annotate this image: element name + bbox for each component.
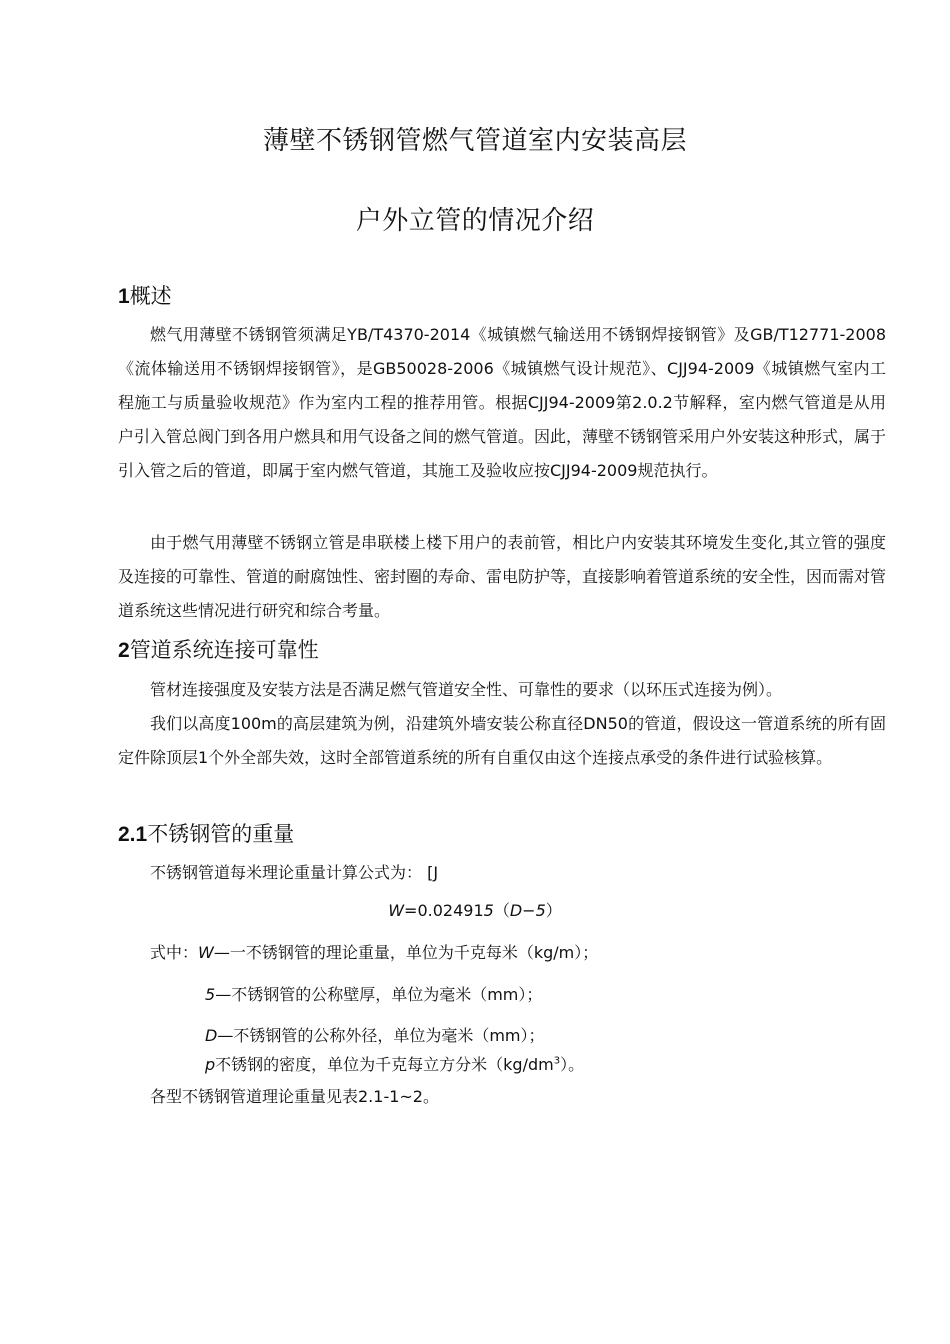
formula-w: W [388, 901, 405, 920]
formula-d: D [509, 901, 523, 920]
definition-w-text: —一不锈钢管的理论重量，单位为千克每米（kg/m）； [213, 943, 599, 962]
definition-density [205, 1052, 584, 1075]
section-1-paragraph-2: 由于燃气用薄壁不锈钢立管是串联楼上楼下用户的表前管，相比户内安装其环境发生变化,其立管的强度及连接的可靠性、管道的耐腐蚀性、密封圈的寿命、雷电防护等，直接影响着管道系统的安全性，因而需对管道系统这些情况进行研究和综合考量。 [118, 533, 887, 620]
weight-formula [0, 898, 950, 921]
definition-density-superscript: 3 [553, 1055, 561, 1067]
definition-diameter-symbol: D [205, 1026, 218, 1045]
definition-w [150, 940, 598, 963]
document-title-line-2: 户外立管的情况介绍 [355, 206, 595, 236]
definition-density-tail: ）。 [560, 1055, 585, 1074]
definition-density-text: 不锈钢的密度，单位为千克每立方分米（kg/dm [215, 1055, 554, 1074]
definition-diameter-text: —不锈钢管的公称外径，单位为毫米（mm）； [217, 1026, 545, 1045]
table-reference: 各型不锈钢管道理论重量见表2.1-1~2。 [150, 1087, 439, 1106]
formula-coefficient: =0.02491 [404, 901, 484, 920]
definition-density-symbol: p [205, 1055, 216, 1074]
where-prefix: 式中： [150, 943, 199, 962]
section-2-paragraph-1: 管材连接强度及安装方法是否满足燃气管道安全性、可靠性的要求（以环压式连接为例）。 [150, 680, 783, 699]
formula-intro: 不锈钢管道每米理论重量计算公式为： [J [150, 863, 439, 882]
section-2-1-title: 不锈钢管的重量 [147, 822, 295, 846]
section-1-paragraph-1: 燃气用薄壁不锈钢管须满足YB/T4370-2014《城镇燃气输送用不锈钢焊接钢管》及GB/T12771-2008《流体输送用不锈钢焊接钢管》，是GB50028-2006《城镇燃气设计规范》、CJJ94-2009《城镇燃气室内工程施工与质量验收规范》作为室内工程的推荐用管。根据CJJ94-2009第2.0.2节解释，室内燃气管道是从用户引入管总阀门到各用户燃具和用气设备之间的燃气管道。因此，薄壁不锈钢管采用户外安装这种形式，属于引入管之后的管道，即属于室内燃气管道，其施工及验收应按CJJ94-2009规范执行。 [118, 325, 887, 480]
section-1-number: 1 [118, 285, 130, 308]
section-2-number: 2 [118, 639, 130, 662]
definition-diameter [205, 1023, 545, 1046]
document-title-line-1: 薄壁不锈钢管燃气管道室内安装高层 [262, 126, 687, 156]
section-2-1-heading [118, 818, 294, 848]
formula-paren-open: （ [493, 901, 510, 920]
formula-minus: − [522, 901, 536, 920]
section-2-title: 管道系统连接可靠性 [129, 638, 319, 662]
formula-thickness-2: 5 [535, 901, 546, 920]
formula-paren-close: ） [545, 901, 562, 920]
definition-thickness [205, 982, 542, 1005]
section-1-title: 概述 [129, 284, 172, 308]
definition-thickness-symbol: 5 [205, 985, 216, 1004]
section-2-heading [118, 634, 319, 664]
section-2-1-number: 2.1 [118, 823, 148, 846]
definition-thickness-text: —不锈钢管的公称壁厚，单位为毫米（mm）； [215, 985, 543, 1004]
definition-w-symbol: W [198, 943, 214, 962]
formula-thickness: 5 [483, 901, 494, 920]
section-2-paragraph-2: 我们以高度100m的高层建筑为例，沿建筑外墙安装公称直径DN50的管道，假设这一管道系统的所有固定件除顶层1个外全部失效，这时全部管道系统的所有自重仅由这个连接点承受的条件进行试验核算。 [118, 714, 886, 767]
section-1-heading [118, 280, 172, 310]
